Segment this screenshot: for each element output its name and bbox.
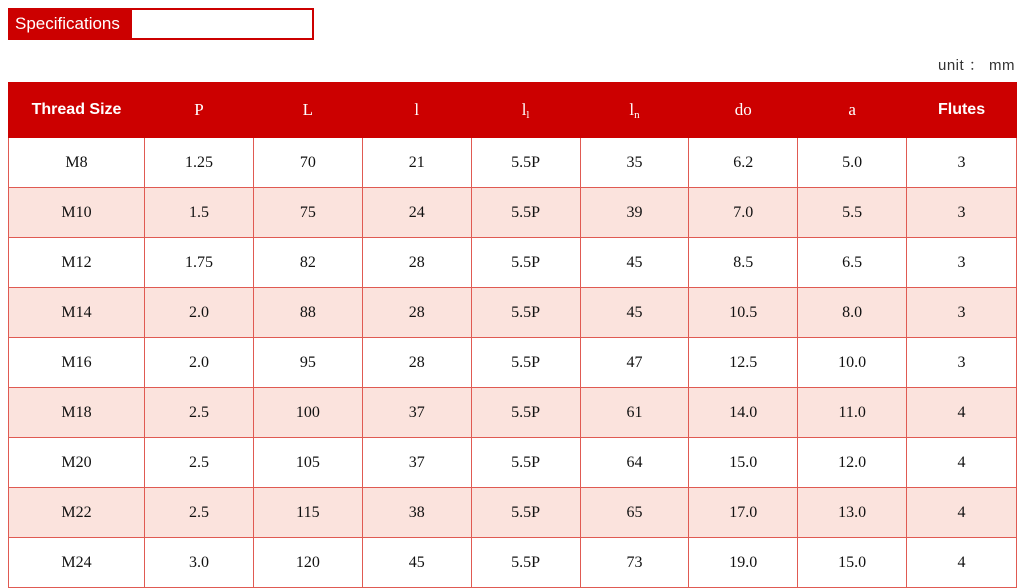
- cell-thread-size: M24: [9, 538, 145, 588]
- cell-l1: 5.5P: [471, 488, 580, 538]
- cell-ln: 35: [580, 138, 689, 188]
- cell-flutes: 4: [907, 488, 1017, 538]
- column-header-do: do: [689, 83, 798, 138]
- cell-a: 12.0: [798, 438, 907, 488]
- cell-p: 1.75: [145, 238, 254, 288]
- cell-l1: 5.5P: [471, 438, 580, 488]
- cell-a: 11.0: [798, 388, 907, 438]
- cell-do: 17.0: [689, 488, 798, 538]
- specifications-table: [8, 82, 1017, 588]
- column-header-ln: [580, 83, 689, 138]
- cell-l1: 5.5P: [471, 188, 580, 238]
- cell-a: 6.5: [798, 238, 907, 288]
- column-header-l-big: L: [253, 83, 362, 138]
- cell-l-big: 120: [253, 538, 362, 588]
- cell-l-big: 105: [253, 438, 362, 488]
- cell-thread-size: M20: [9, 438, 145, 488]
- cell-l-small: 37: [362, 388, 471, 438]
- column-header-flutes: Flutes: [907, 83, 1017, 138]
- cell-flutes: 3: [907, 188, 1017, 238]
- cell-l1: 5.5P: [471, 288, 580, 338]
- cell-a: 8.0: [798, 288, 907, 338]
- cell-thread-size: M8: [9, 138, 145, 188]
- cell-ln: 73: [580, 538, 689, 588]
- cell-ln: 39: [580, 188, 689, 238]
- cell-l-big: 115: [253, 488, 362, 538]
- cell-p: 1.25: [145, 138, 254, 188]
- cell-p: 2.5: [145, 438, 254, 488]
- cell-do: 12.5: [689, 338, 798, 388]
- cell-l-small: 37: [362, 438, 471, 488]
- table-row: [9, 488, 1017, 538]
- column-header-ln-sub: n: [634, 109, 640, 121]
- table-row: [9, 238, 1017, 288]
- table-row: [9, 388, 1017, 438]
- cell-l-small: 28: [362, 338, 471, 388]
- header-accent-bar: [132, 8, 314, 40]
- cell-a: 5.5: [798, 188, 907, 238]
- table-row: [9, 338, 1017, 388]
- cell-l-small: 24: [362, 188, 471, 238]
- cell-l-big: 75: [253, 188, 362, 238]
- cell-ln: 61: [580, 388, 689, 438]
- cell-do: 7.0: [689, 188, 798, 238]
- cell-l-big: 70: [253, 138, 362, 188]
- page-title: Specifications: [8, 8, 132, 40]
- table-header-row: [9, 83, 1017, 138]
- cell-do: 15.0: [689, 438, 798, 488]
- column-header-ln-base: l: [629, 100, 635, 119]
- cell-flutes: 4: [907, 388, 1017, 438]
- column-header-p: P: [145, 83, 254, 138]
- cell-thread-size: M14: [9, 288, 145, 338]
- table-row: [9, 288, 1017, 338]
- cell-flutes: 3: [907, 138, 1017, 188]
- cell-a: 15.0: [798, 538, 907, 588]
- cell-l-big: 95: [253, 338, 362, 388]
- cell-ln: 45: [580, 288, 689, 338]
- cell-ln: 45: [580, 238, 689, 288]
- cell-a: 13.0: [798, 488, 907, 538]
- cell-l-small: 28: [362, 288, 471, 338]
- cell-thread-size: M12: [9, 238, 145, 288]
- table-row: [9, 188, 1017, 238]
- column-header-a: a: [798, 83, 907, 138]
- specifications-header: [8, 8, 314, 40]
- cell-l-small: 38: [362, 488, 471, 538]
- cell-thread-size: M10: [9, 188, 145, 238]
- cell-l1: 5.5P: [471, 238, 580, 288]
- cell-l-big: 82: [253, 238, 362, 288]
- cell-a: 10.0: [798, 338, 907, 388]
- column-header-l1-base: l: [521, 100, 527, 119]
- cell-l-small: 21: [362, 138, 471, 188]
- column-header-thread-size: Thread Size: [9, 83, 145, 138]
- cell-do: 6.2: [689, 138, 798, 188]
- table-body: [9, 138, 1017, 588]
- cell-flutes: 3: [907, 238, 1017, 288]
- cell-do: 8.5: [689, 238, 798, 288]
- cell-l1: 5.5P: [471, 388, 580, 438]
- table-row: [9, 538, 1017, 588]
- column-header-l-small: l: [362, 83, 471, 138]
- cell-ln: 64: [580, 438, 689, 488]
- cell-p: 2.0: [145, 288, 254, 338]
- table-row: [9, 438, 1017, 488]
- cell-l1: 5.5P: [471, 138, 580, 188]
- cell-l1: 5.5P: [471, 538, 580, 588]
- column-header-l1-sub: l: [526, 109, 530, 121]
- cell-ln: 47: [580, 338, 689, 388]
- cell-a: 5.0: [798, 138, 907, 188]
- cell-p: 2.5: [145, 388, 254, 438]
- cell-thread-size: M22: [9, 488, 145, 538]
- cell-do: 14.0: [689, 388, 798, 438]
- cell-flutes: 4: [907, 438, 1017, 488]
- cell-do: 10.5: [689, 288, 798, 338]
- cell-do: 19.0: [689, 538, 798, 588]
- cell-ln: 65: [580, 488, 689, 538]
- column-header-l1: [471, 83, 580, 138]
- cell-flutes: 3: [907, 288, 1017, 338]
- cell-l-small: 28: [362, 238, 471, 288]
- cell-l-small: 45: [362, 538, 471, 588]
- cell-thread-size: M16: [9, 338, 145, 388]
- cell-p: 3.0: [145, 538, 254, 588]
- cell-p: 1.5: [145, 188, 254, 238]
- specifications-table-wrapper: [8, 82, 1017, 588]
- cell-l-big: 88: [253, 288, 362, 338]
- cell-thread-size: M18: [9, 388, 145, 438]
- unit-note: unit ： mm: [937, 57, 1015, 74]
- cell-l-big: 100: [253, 388, 362, 438]
- cell-l1: 5.5P: [471, 338, 580, 388]
- cell-p: 2.5: [145, 488, 254, 538]
- cell-flutes: 4: [907, 538, 1017, 588]
- table-row: [9, 138, 1017, 188]
- cell-flutes: 3: [907, 338, 1017, 388]
- cell-p: 2.0: [145, 338, 254, 388]
